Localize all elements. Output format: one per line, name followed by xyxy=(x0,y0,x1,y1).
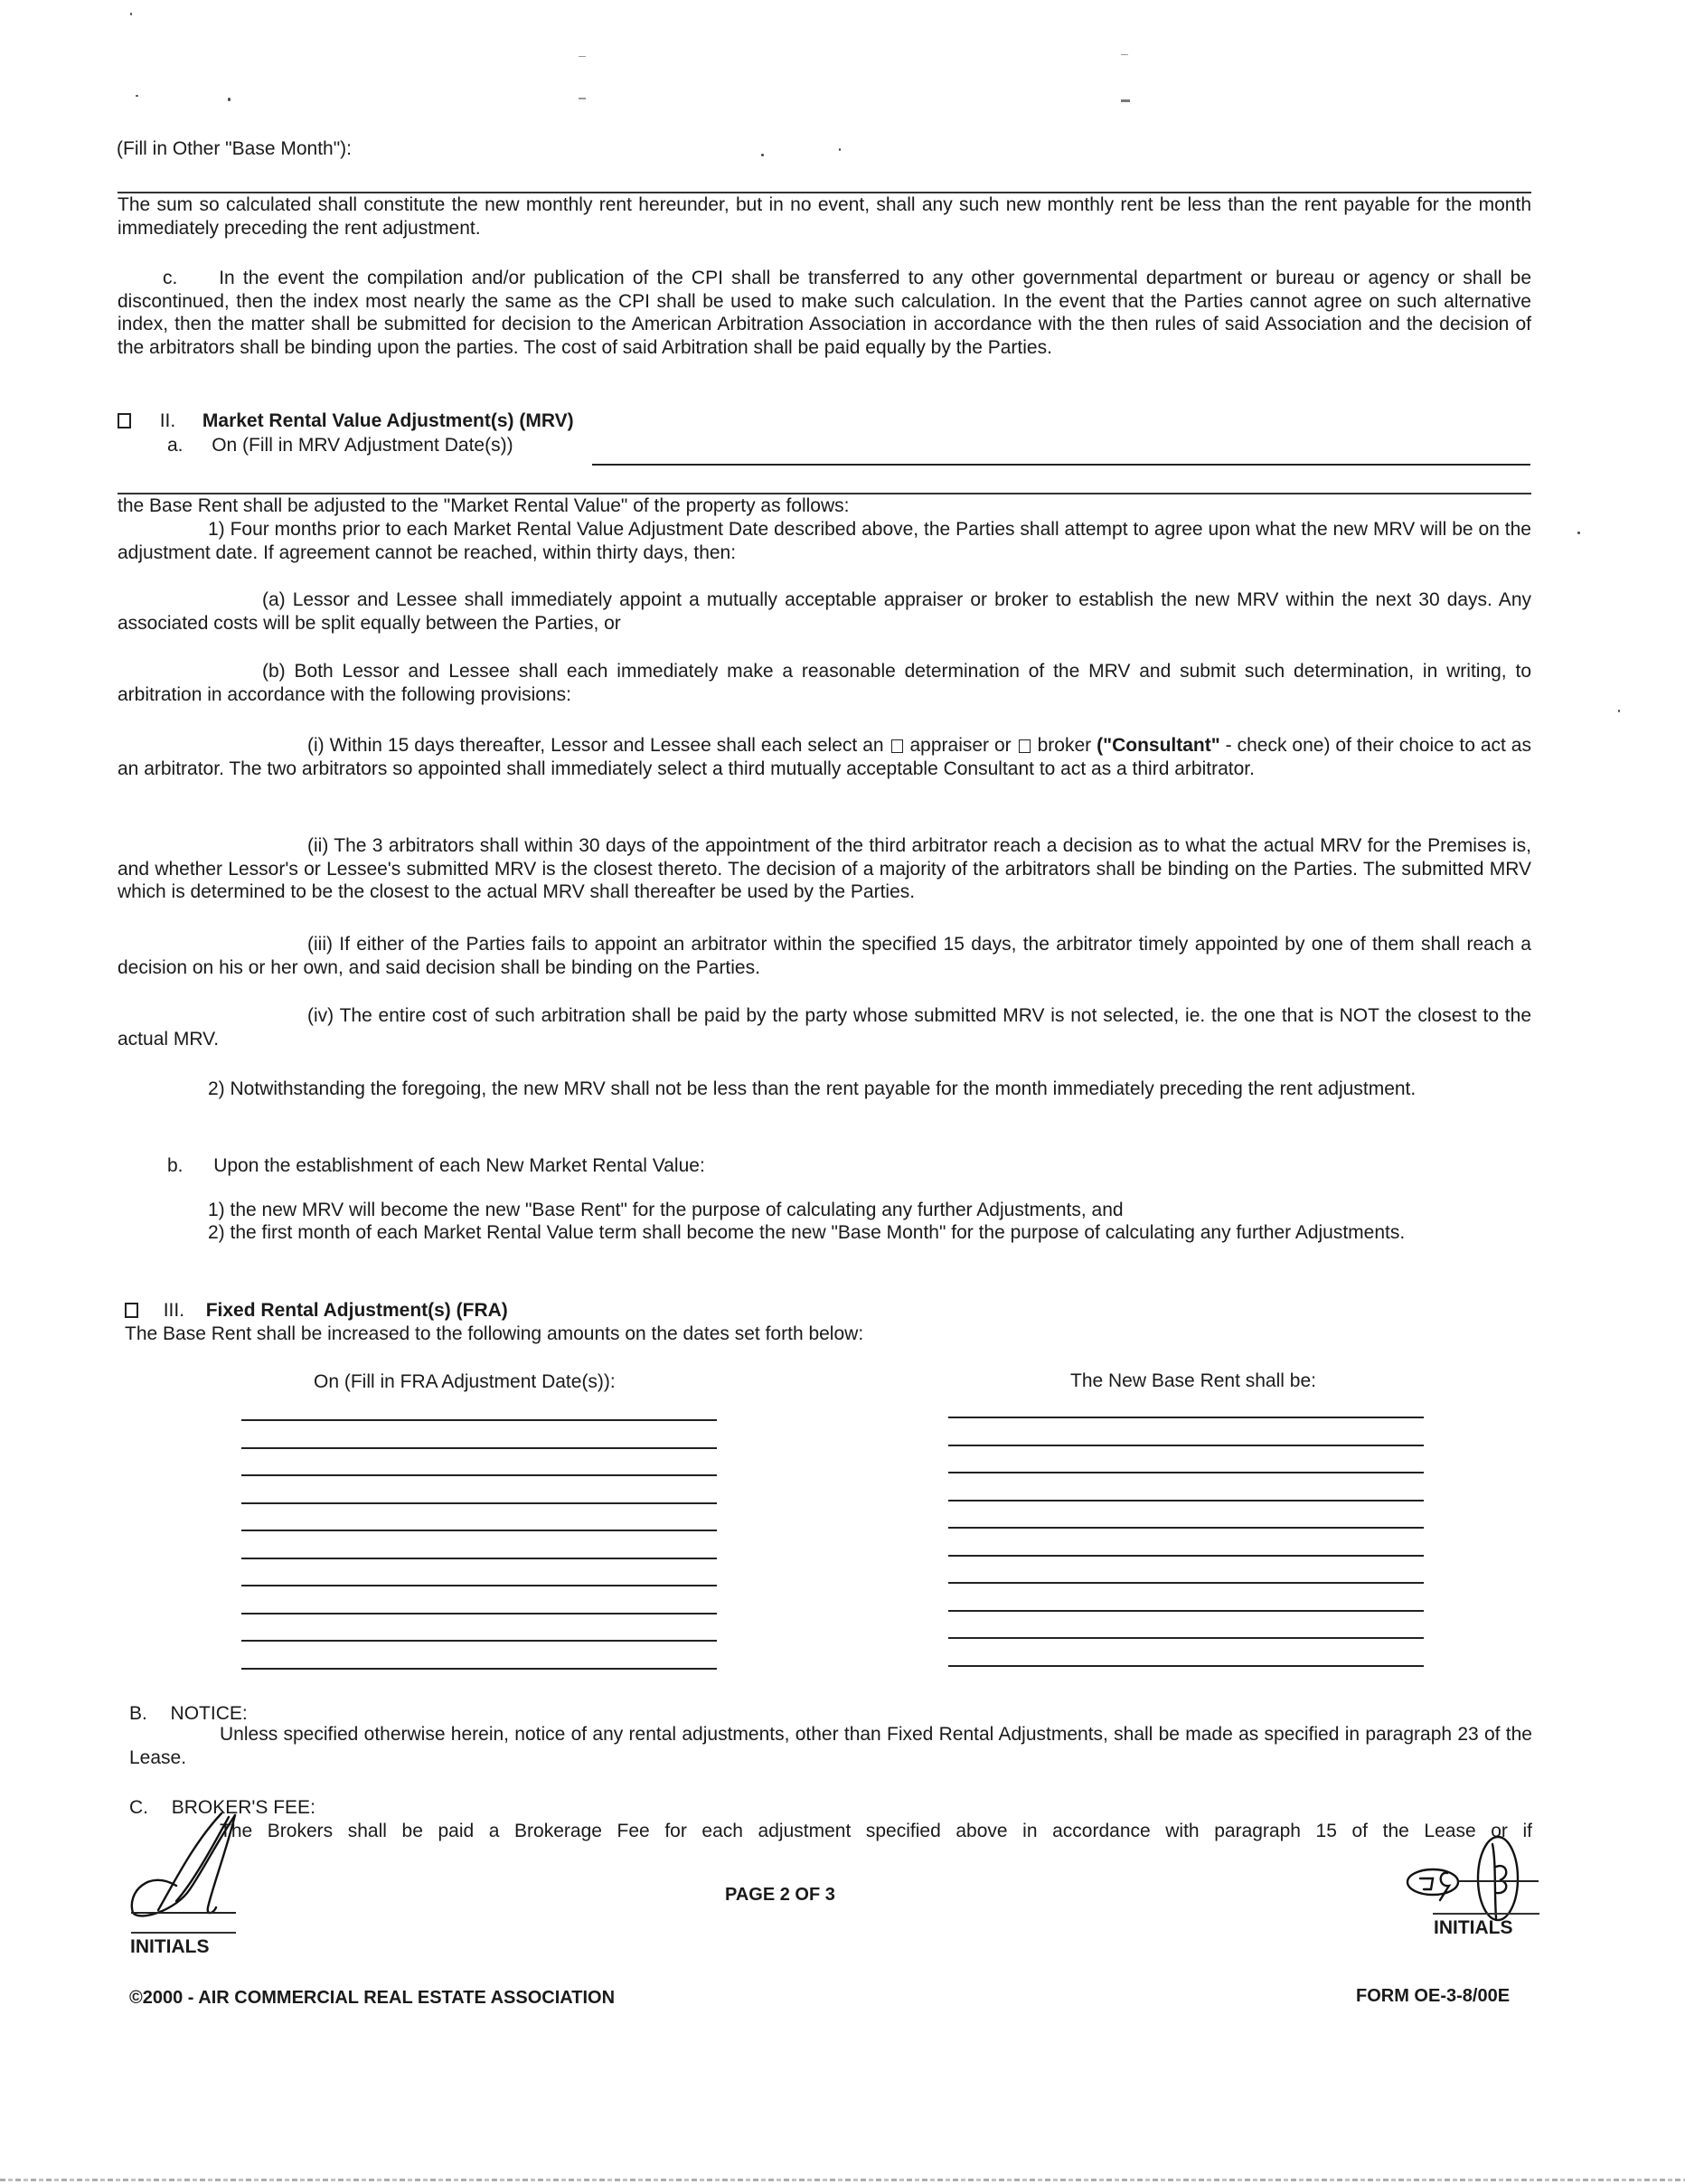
mrv-item-i-text: (i) Within 15 days thereafter, Lessor and Lessee shall each select an xyxy=(307,735,884,756)
fra-date-fill-line[interactable] xyxy=(241,1558,717,1559)
broker-option-label: broker xyxy=(1037,735,1092,756)
mrv-checkbox[interactable] xyxy=(118,413,131,428)
fill-other-base-month-label: (Fill in Other "Base Month"): xyxy=(117,138,352,159)
consultant-label: ("Consultant" xyxy=(1097,735,1220,756)
right-initials-line-top[interactable] xyxy=(1457,1880,1539,1882)
scan-speck xyxy=(1121,99,1130,102)
mrv-adjusted-text: the Base Rent shall be adjusted to the "Market Rental Value" of the property as follows: xyxy=(118,495,850,516)
scan-speck xyxy=(136,95,138,97)
fra-date-fill-line[interactable] xyxy=(241,1419,717,1421)
fra-rent-fill-line[interactable] xyxy=(948,1445,1424,1446)
mrv-b-item-2-text: 2) the first month of each Market Rental Value term shall become the new "Base Month" for the purpose of calculating any further Adjustments. xyxy=(208,1222,1406,1243)
mrv-item-1-text: 1) Four months prior to each Market Rental Value Adjustment Date described above, the Parties shall attempt to agree upon what the new MRV will be on the adjustment date. If agreement cannot be reached, within thirty days, then: xyxy=(118,519,1531,563)
scan-speck xyxy=(1618,710,1620,712)
mrv-b-label: b. xyxy=(167,1155,184,1176)
fra-dates-column-header: On (Fill in FRA Adjustment Date(s)): xyxy=(314,1371,616,1392)
mrv-item-2 xyxy=(118,1078,1531,1101)
mrv-item-ii-text: (ii) The 3 arbitrators shall within 30 days of the appointment of the third arbitrator reach a decision as to what the actual MRV for the Premises is, and whether Lessor's or Lessee's submitted MRV is the closest thereto. The decision of a majority of the arbitrators shall be binding on the Parties. The submitted MRV which is determined to be the closest to the actual MRV shall thereafter be used by the Parties. xyxy=(118,835,1531,902)
left-initials-line[interactable] xyxy=(131,1932,236,1934)
scan-speck xyxy=(579,56,586,57)
fra-rent-fill-line[interactable] xyxy=(948,1555,1424,1557)
fra-checkbox[interactable] xyxy=(125,1303,138,1318)
fra-numeral: III. xyxy=(163,1300,185,1321)
fra-rent-fill-line[interactable] xyxy=(948,1665,1424,1667)
mrv-a-text: On (Fill in MRV Adjustment Date(s)) xyxy=(212,435,513,456)
scan-speck xyxy=(1577,532,1580,534)
notice-title: NOTICE: xyxy=(170,1703,248,1724)
appraiser-option-label: appraiser or xyxy=(909,735,1012,756)
notice-text: Unless specified otherwise herein, notice of any rental adjustments, other than Fixed Rental Adjustments, shall be made as specified in paragraph 23 of the Lease. xyxy=(129,1724,1532,1768)
mrv-item-i xyxy=(118,734,1531,780)
left-initials-line-top[interactable] xyxy=(131,1912,236,1914)
notice-paragraph xyxy=(129,1723,1532,1769)
fra-rent-fill-line[interactable] xyxy=(948,1527,1424,1529)
mrv-item-a-text: (a) Lessor and Lessee shall immediately appoint a mutually acceptable appraiser or broker to establish the new MRV within the next 30 days. Any associated costs will be split equally between the Parties, or xyxy=(118,589,1531,634)
fra-date-fill-line[interactable] xyxy=(241,1530,717,1531)
fra-date-fill-line[interactable] xyxy=(241,1474,717,1476)
fra-rent-column-header: The New Base Rent shall be: xyxy=(1070,1370,1316,1391)
sum-paragraph: The sum so calculated shall constitute the new monthly rent hereunder, but in no event, shall any such new monthly rent be less than the rent payable for the month immediately preceding the rent adjustment. xyxy=(118,194,1531,239)
mrv-a-label: a. xyxy=(167,435,184,456)
appraiser-checkbox[interactable] xyxy=(891,739,903,753)
fra-heading xyxy=(125,1299,508,1323)
notice-label: B. xyxy=(129,1703,147,1724)
mrv-b-text: Upon the establishment of each New Market Rental Value: xyxy=(213,1155,705,1176)
fra-date-fill-line[interactable] xyxy=(241,1502,717,1504)
fra-rent-fill-line[interactable] xyxy=(948,1610,1424,1612)
mrv-b-item-1: 1) the new MRV will become the new "Base Rent" for the purpose of calculating any further Adjustments, and xyxy=(208,1200,1124,1220)
mrv-item-iii xyxy=(118,933,1531,979)
mrv-b-item-2 xyxy=(118,1221,1531,1245)
mrv-b-line xyxy=(167,1154,705,1178)
mrv-item-iii-text: (iii) If either of the Parties fails to appoint an arbitrator within the specified 15 days, the arbitrator timely appointed by one of them shall reach a decision on his or her own, and said decision shall be binding on the Parties. xyxy=(118,934,1531,978)
fra-date-fill-line[interactable] xyxy=(241,1585,717,1586)
fra-rent-fill-line[interactable] xyxy=(948,1500,1424,1502)
mrv-item-iv xyxy=(118,1004,1531,1050)
fra-date-fill-line[interactable] xyxy=(241,1447,717,1449)
scan-speck xyxy=(1121,54,1128,55)
fra-rent-fill-line[interactable] xyxy=(948,1582,1424,1584)
scan-speck xyxy=(228,98,231,101)
scan-edge xyxy=(0,2179,1685,2181)
broker-fee-label: C. xyxy=(129,1797,148,1818)
mrv-item-i-text-2: - check one) of their choice to act as an arbitrator. The two arbitrators so appointed shall immediately select a third mutually acceptable Consultant to act as a third arbitrator. xyxy=(118,735,1531,779)
fra-rent-fill-line[interactable] xyxy=(948,1472,1424,1473)
notice-heading xyxy=(129,1702,248,1726)
broker-fee-text: The Brokers shall be paid a Brokerage Fee for each adjustment specified above in accordance with paragraph 15 of the Lease or if xyxy=(220,1821,1532,1841)
mrv-item-1 xyxy=(118,518,1531,564)
fra-rent-fill-line[interactable] xyxy=(948,1637,1424,1639)
scan-speck xyxy=(761,154,764,156)
mrv-item-iv-text: (iv) The entire cost of such arbitration shall be paid by the party whose submitted MRV is not selected, ie. the one that is NOT the closest to the actual MRV. xyxy=(118,1005,1531,1050)
fra-date-fill-line[interactable] xyxy=(241,1640,717,1642)
broker-checkbox[interactable] xyxy=(1019,739,1031,753)
scan-speck xyxy=(130,13,132,15)
right-initials-label: INITIALS xyxy=(1434,1917,1513,1938)
fra-intro: The Base Rent shall be increased to the following amounts on the dates set forth below: xyxy=(125,1323,864,1344)
fra-title: Fixed Rental Adjustment(s) (FRA) xyxy=(205,1300,508,1321)
c-text: In the event the compilation and/or publication of the CPI shall be transferred to any other governmental department or bureau or agency or shall be discontinued, then the index most nearly the same as the CPI shall be used to make such calculation. In the event that the Parties cannot agree on such alternative index, then the matter shall be submitted for decision to the American Arbitration Association in accordance with the then rules of said Association and the decision of the arbitrators shall be binding upon the parties. The cost of said Arbitration shall be paid equally by the Parties. xyxy=(118,268,1531,358)
mrv-item-ii xyxy=(118,834,1531,904)
mrv-title: Market Rental Value Adjustment(s) (MRV) xyxy=(202,410,574,431)
fra-rent-fill-line[interactable] xyxy=(948,1417,1424,1418)
form-id: FORM OE-3-8/00E xyxy=(1356,1986,1511,2006)
mrv-date-fill-line[interactable] xyxy=(592,464,1530,466)
broker-fee-title: BROKER'S FEE: xyxy=(171,1797,315,1818)
mrv-numeral: II. xyxy=(159,410,176,431)
mrv-item-2-text: 2) Notwithstanding the foregoing, the new MRV shall not be less than the rent payable for the month immediately preceding the rent adjustment. xyxy=(208,1078,1417,1099)
scan-speck xyxy=(579,98,586,99)
mrv-a-line xyxy=(167,434,513,457)
mrv-item-b xyxy=(118,660,1531,706)
page-number: PAGE 2 OF 3 xyxy=(725,1885,835,1905)
fra-date-fill-line[interactable] xyxy=(241,1668,717,1670)
mrv-item-b-text: (b) Both Lessor and Lessee shall each immediately make a reasonable determination of the MRV and submit such determination, in writing, to arbitration in accordance with the following provisions: xyxy=(118,661,1531,705)
left-initials-signature xyxy=(122,1806,258,1919)
mrv-heading xyxy=(118,410,574,433)
left-initials-label: INITIALS xyxy=(130,1936,210,1957)
mrv-item-a xyxy=(118,588,1531,635)
copyright-notice: ©2000 - AIR COMMERCIAL REAL ESTATE ASSOCIATION xyxy=(129,1988,616,2008)
c-label: c. xyxy=(163,268,178,288)
broker-fee-paragraph xyxy=(129,1820,1532,1843)
fra-date-fill-line[interactable] xyxy=(241,1613,717,1614)
cpi-c-paragraph xyxy=(118,267,1531,359)
scan-speck xyxy=(839,148,841,151)
right-initials-line[interactable] xyxy=(1433,1913,1539,1915)
